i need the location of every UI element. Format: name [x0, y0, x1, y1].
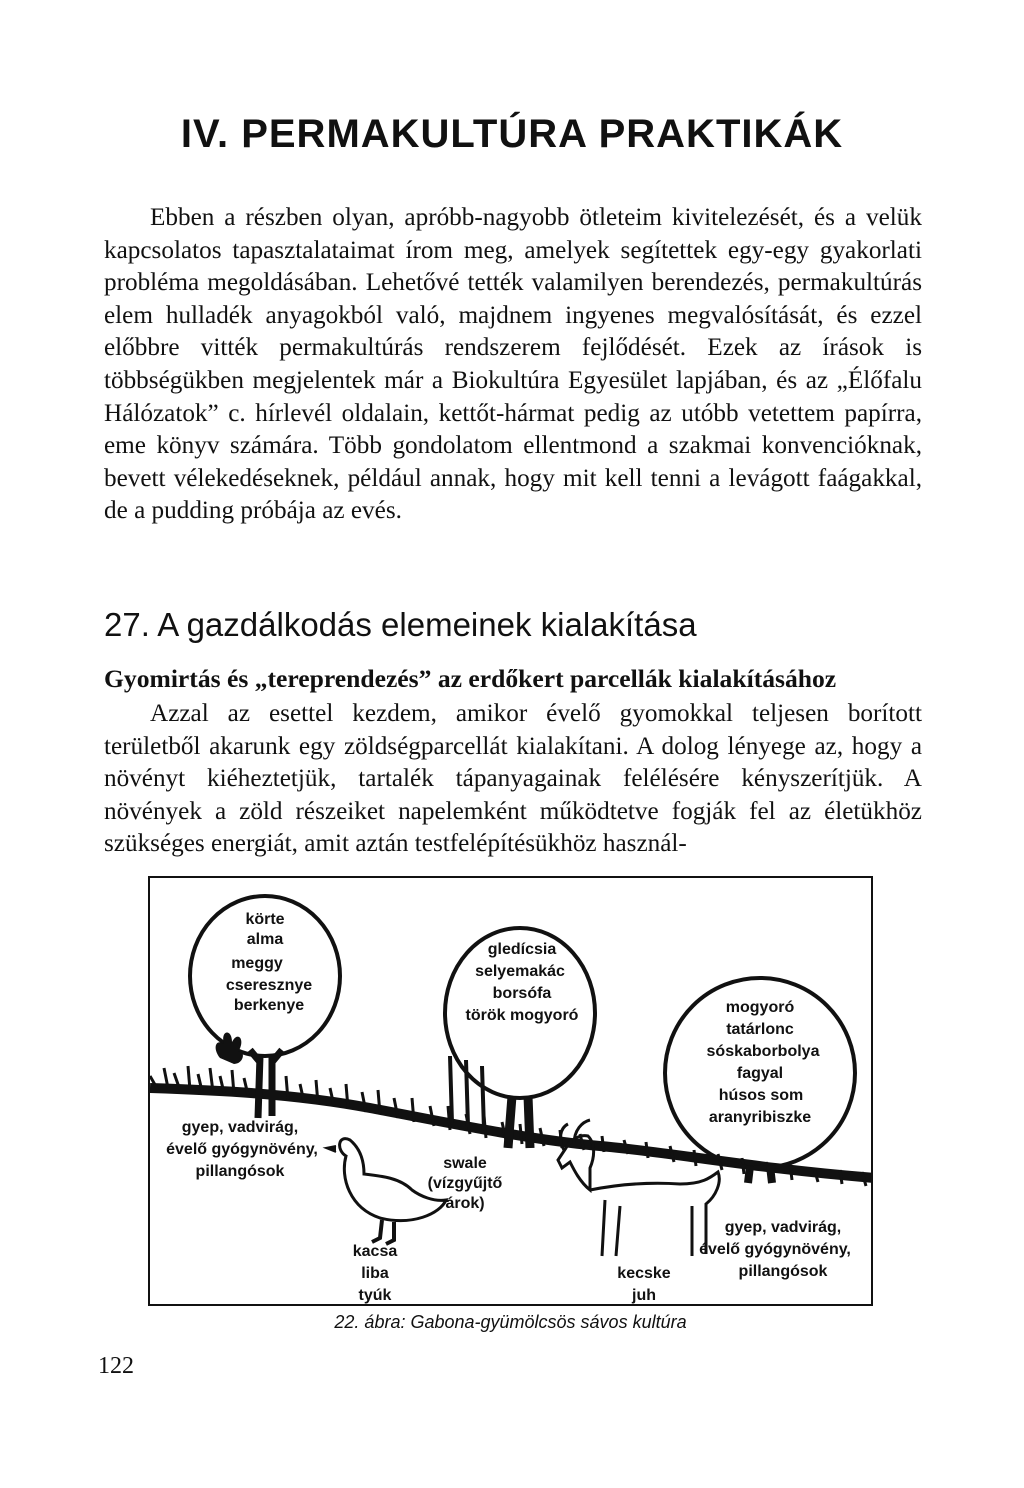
ground-left-label-3: pillangósok [195, 1163, 285, 1180]
poultry-label-1: kacsa [352, 1243, 398, 1260]
page-number: 122 [98, 1353, 134, 1379]
tree-middle-label-3: borsófa [492, 985, 552, 1002]
tree-middle-label-4: török mogyoró [465, 1007, 579, 1024]
ground-right-label-2: évelő gyógynövény, [699, 1241, 851, 1258]
swale-label-1: swale [443, 1155, 487, 1172]
poultry-label-3: tyúk [358, 1287, 392, 1304]
livestock-label-1: kecske [617, 1265, 671, 1282]
tree-middle-label-1: gledícsia [487, 941, 557, 958]
intro-paragraph: Ebben a részben olyan, apróbb-nagyobb ötleteim kivitelezését, és a velük kapcsolatos tapasztalataimat írom meg, amelyek segítettek egy-egy gyakorlati probléma megoldásában. Lehetővé tették valamilyen berendezés, permakultúrás elem hulladék anyagokból való, majdnem ingyenes megvalósítását, és ezzel előbbre vitték permakultúrás rendszerem fejlődését. Ezek az írások is többségükben megjelentek már a Biokultúra Egyesület lapjában, és az „Élőfalu Hálózatok” c. hírlevél oldalain, kettőt-hármat pedig az utóbb vetettem papírra, eme könyv számára. Több gondolatom ellentmond a szakmai konvencióknak, bevett vélekedéseknek, például annak, hogy mit kell tenni a levágott faágakkal, de a pudding próbája az evés. [104, 204, 922, 525]
ground-left-label-2: évelő gyógynövény, [166, 1141, 318, 1158]
tree-right-label-3: sóskaborbolya [706, 1043, 820, 1060]
tree-left-label-5: berkenye [233, 997, 305, 1014]
ground-right-label-1: gyep, vadvirág, [724, 1219, 842, 1236]
tree-left-label-3: meggy [231, 955, 283, 972]
ground-right-label-3: pillangósok [738, 1263, 828, 1280]
tree-trunk-left [250, 1050, 282, 1118]
tree-middle-label-2: selyemakác [475, 963, 565, 980]
tree-right-label-1: mogyoró [725, 999, 795, 1016]
bush-left [216, 1032, 243, 1064]
body-paragraph: Azzal az esettel kezdem, amikor évelő gyomokkal teljesen borított területből akarunk egy zöldségparcellát kialakítani. A dolog lényege az, hogy a növényt kiéheztetjük, tartalék tápanyagainak felélésére kényszerítjük. A növények a zöld részeiket napelemként működtetve fogják fel az életükhöz szükséges energiát, amit aztán testfelépítésükhöz használ- [104, 700, 922, 858]
crop-stalks [450, 1056, 484, 1130]
tree-right-label-4: fagyal [736, 1065, 784, 1082]
tree-left-label-4: cseresznye [225, 977, 313, 994]
ground-left-label-1: gyep, vadvirág, [181, 1119, 299, 1136]
duck-feet [372, 1220, 394, 1244]
swale-label-2: (vízgyűjtő [427, 1175, 503, 1192]
poultry-label-2: liba [361, 1265, 389, 1282]
figure-caption: 22. ábra: Gabona-gyümölcsös sávos kultúra [334, 1312, 687, 1332]
tree-right-label-2: tatárlonc [726, 1021, 794, 1038]
tree-right-label-6: aranyribiszke [708, 1109, 812, 1126]
figure-illustration [148, 876, 873, 1306]
tree-right-label-5: húsos som [718, 1087, 804, 1104]
subsection-title: Gyomirtás és „tereprendezés” az erdőkert parcellák kialakításához [104, 664, 837, 693]
livestock-label-2: juh [632, 1287, 656, 1304]
tree-left-label-2: alma [246, 931, 284, 948]
swale-label-3: árok) [445, 1195, 485, 1212]
tree-left-label-1: körte [245, 911, 285, 928]
section-title: 27. A gazdálkodás elemeinek kialakítása [104, 606, 697, 643]
chapter-title: IV. PERMAKULTÚRA PRAKTIKÁK [180, 112, 844, 156]
